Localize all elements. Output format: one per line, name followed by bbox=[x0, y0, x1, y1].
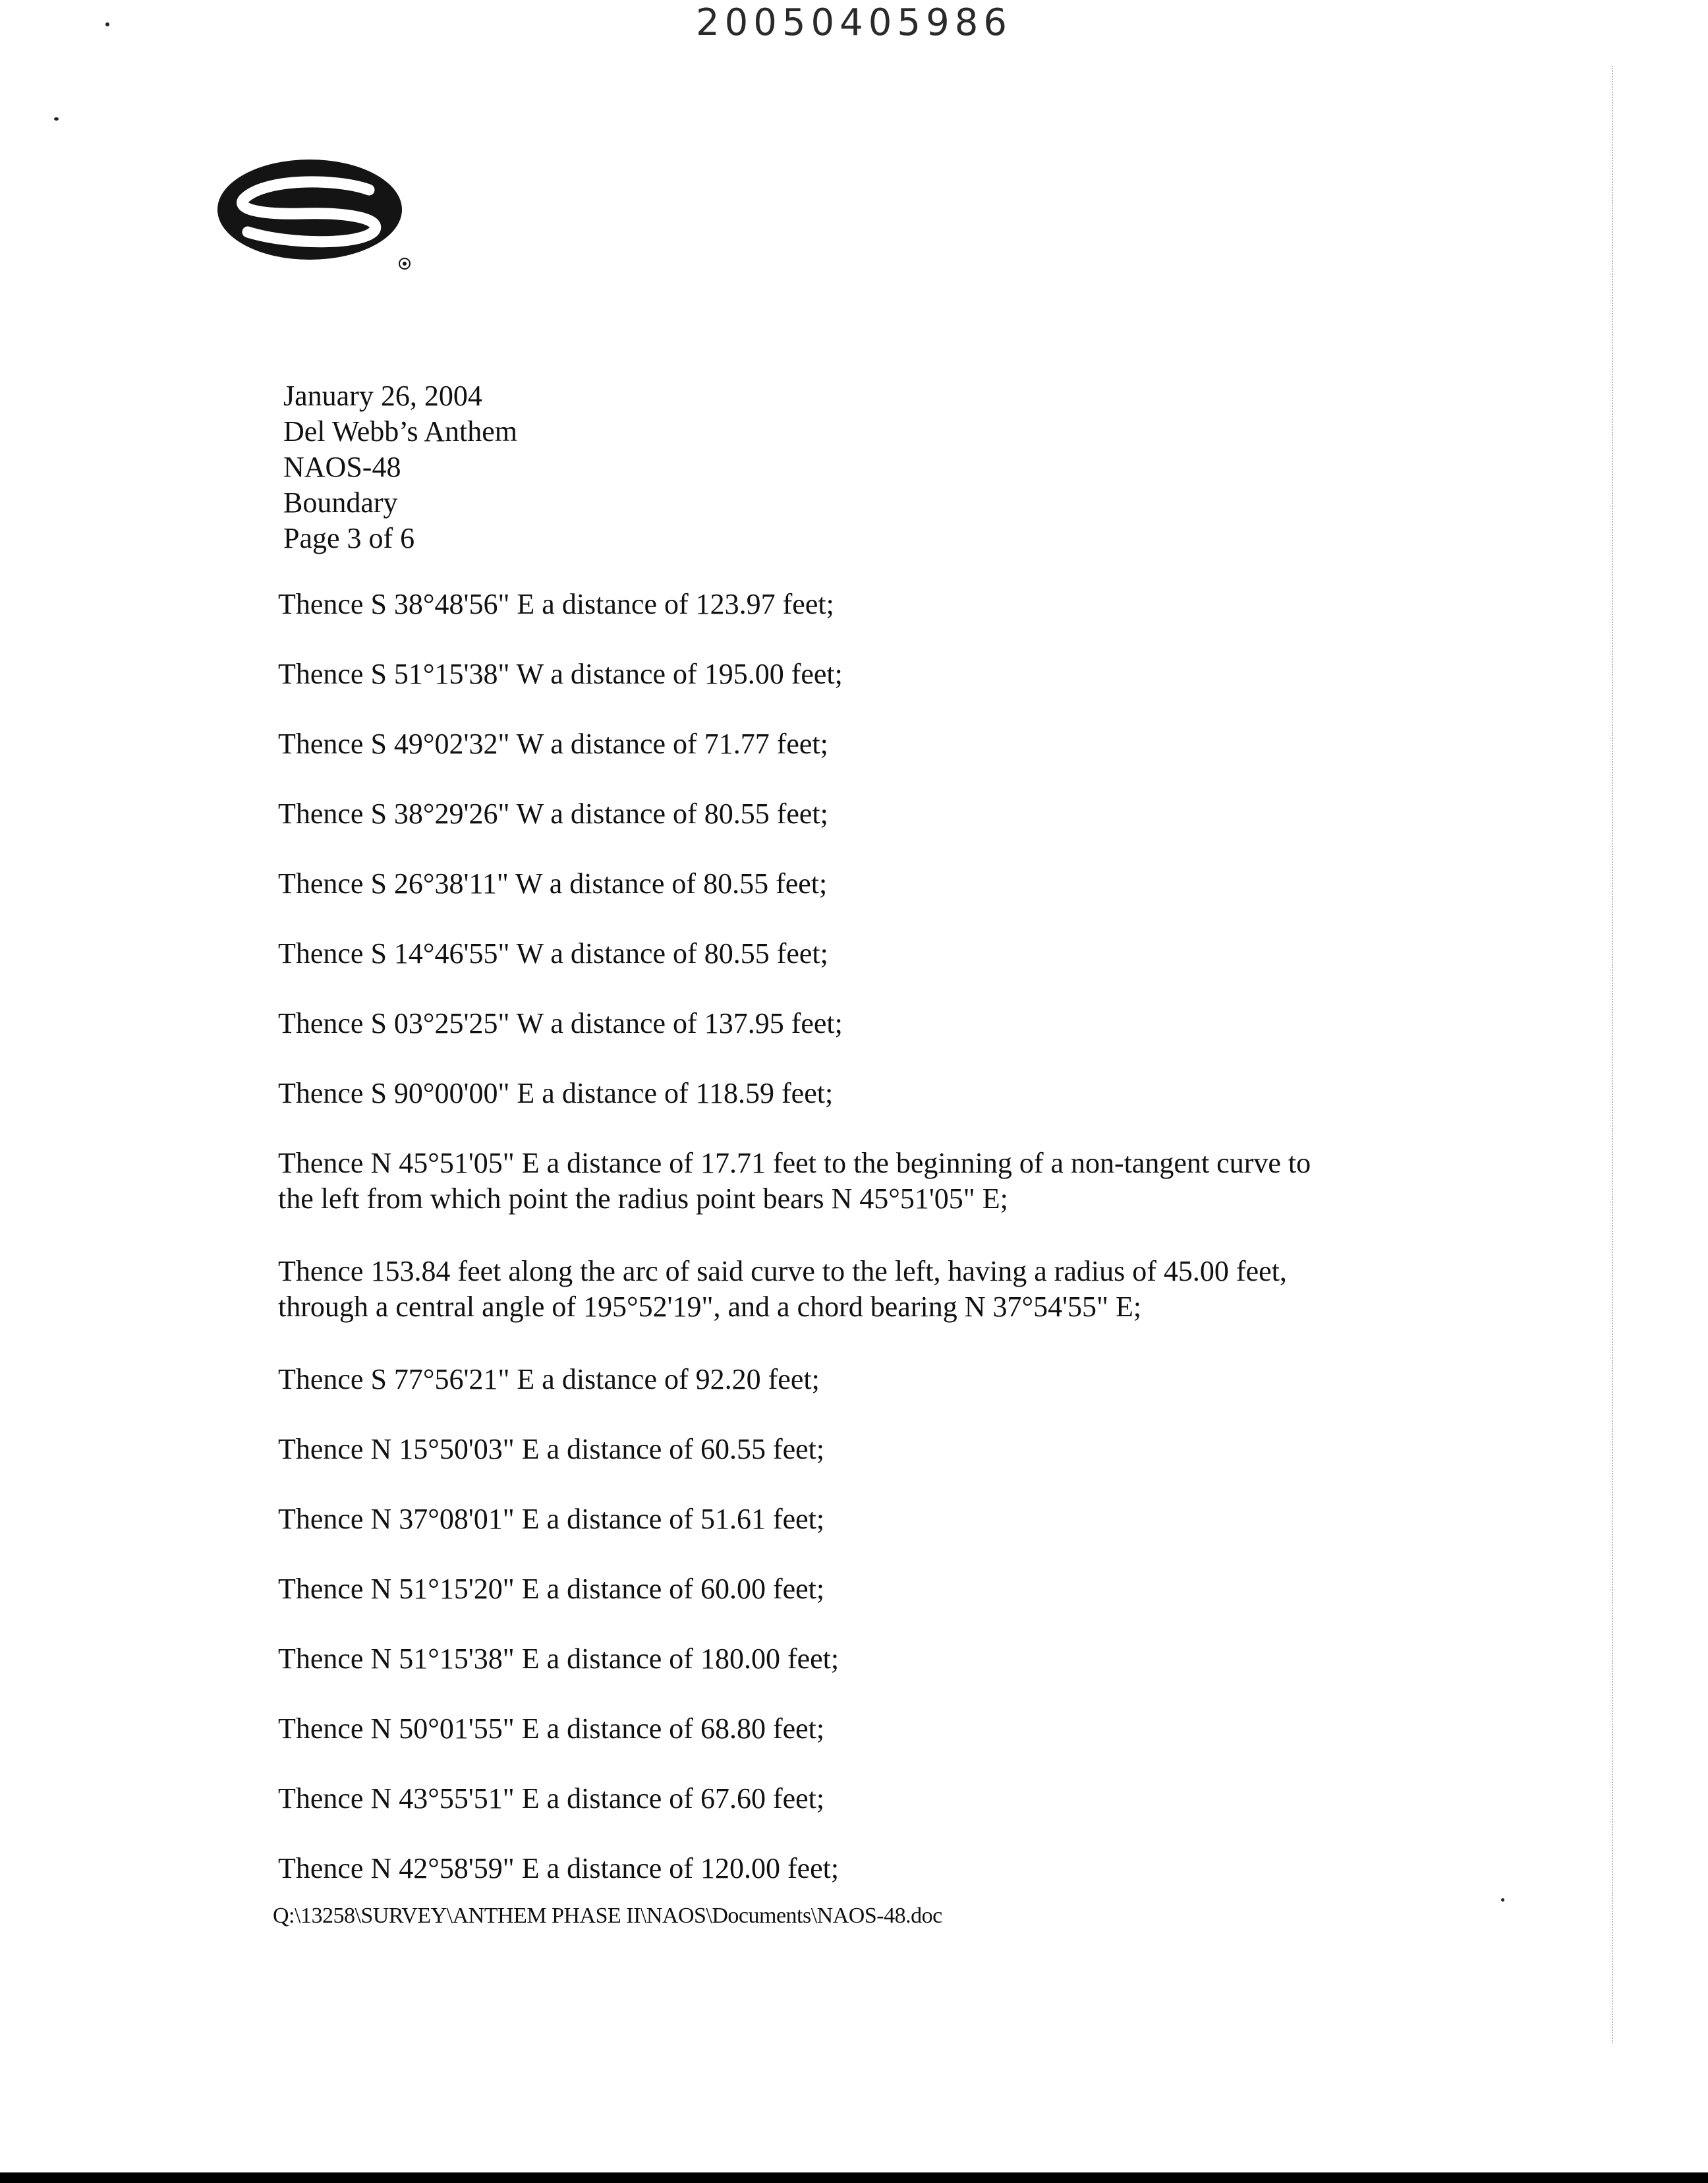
header-parcel: NAOS-48 bbox=[283, 451, 401, 483]
scan-speck bbox=[1501, 1898, 1504, 1902]
course-paragraph: Thence N 51°15'20" E a distance of 60.00 feet; bbox=[278, 1573, 825, 1605]
course-paragraph: Thence N 51°15'38" E a distance of 180.00 feet; bbox=[278, 1643, 840, 1675]
course-paragraph: Thence S 14°46'55" W a distance of 80.55 feet; bbox=[278, 937, 828, 970]
course-paragraph: Thence N 50°01'55" E a distance of 68.80 feet; bbox=[278, 1712, 825, 1745]
scan-bottom-border bbox=[0, 2172, 1708, 2183]
scan-speck bbox=[105, 22, 109, 26]
scan-edge-line bbox=[1612, 66, 1613, 2043]
document-header bbox=[283, 378, 517, 556]
scan-speck bbox=[54, 117, 59, 121]
header-page-number: Page 3 of 6 bbox=[283, 522, 415, 554]
s-oval-logo-icon bbox=[217, 158, 415, 270]
course-paragraph: Thence N 43°55'51" E a distance of 67.60 feet; bbox=[278, 1782, 825, 1815]
course-paragraph: Thence S 51°15'38" W a distance of 195.00 feet; bbox=[278, 658, 843, 690]
course-paragraph: Thence S 38°48'56" E a distance of 123.97 feet; bbox=[278, 588, 834, 620]
course-paragraph: Thence N 45°51'05" E a distance of 17.71 feet to the beginning of a non-tangent curve to the left from which point the radius point bears N 45°51'05" E; bbox=[278, 1147, 1311, 1215]
course-paragraph: Thence N 15°50'03" E a distance of 60.55 feet; bbox=[278, 1433, 825, 1465]
curve-paragraph: Thence 153.84 feet along the arc of said curve to the left, having a radius of 45.00 feet, through a central angle of 195°52'19", and a chord bearing N 37°54'55" E; bbox=[278, 1255, 1287, 1323]
course-paragraph: Thence S 90°00'00" E a distance of 118.59 feet; bbox=[278, 1077, 834, 1109]
course-paragraph: Thence S 49°02'32" W a distance of 71.77 feet; bbox=[278, 728, 828, 760]
document-number: 20050405986 bbox=[696, 1, 1012, 44]
file-path-footer: Q:\13258\SURVEY\ANTHEM PHASE II\NAOS\Documents\NAOS-48.doc bbox=[273, 1904, 942, 1928]
header-project: Del Webb’s Anthem bbox=[283, 415, 517, 448]
course-paragraph: Thence S 03°25'25" W a distance of 137.95 feet; bbox=[278, 1007, 843, 1039]
course-paragraph: Thence N 42°58'59" E a distance of 120.00 feet; bbox=[278, 1852, 840, 1884]
course-paragraph: Thence S 38°29'26" W a distance of 80.55 feet; bbox=[278, 798, 828, 830]
course-paragraph: Thence S 26°38'11" W a distance of 80.55 feet; bbox=[278, 867, 828, 900]
course-paragraph: Thence S 77°56'21" E a distance of 92.20 feet; bbox=[278, 1363, 820, 1395]
header-subject: Boundary bbox=[283, 486, 398, 519]
header-date: January 26, 2004 bbox=[283, 380, 482, 412]
course-paragraph: Thence N 37°08'01" E a distance of 51.61 feet; bbox=[278, 1503, 825, 1535]
